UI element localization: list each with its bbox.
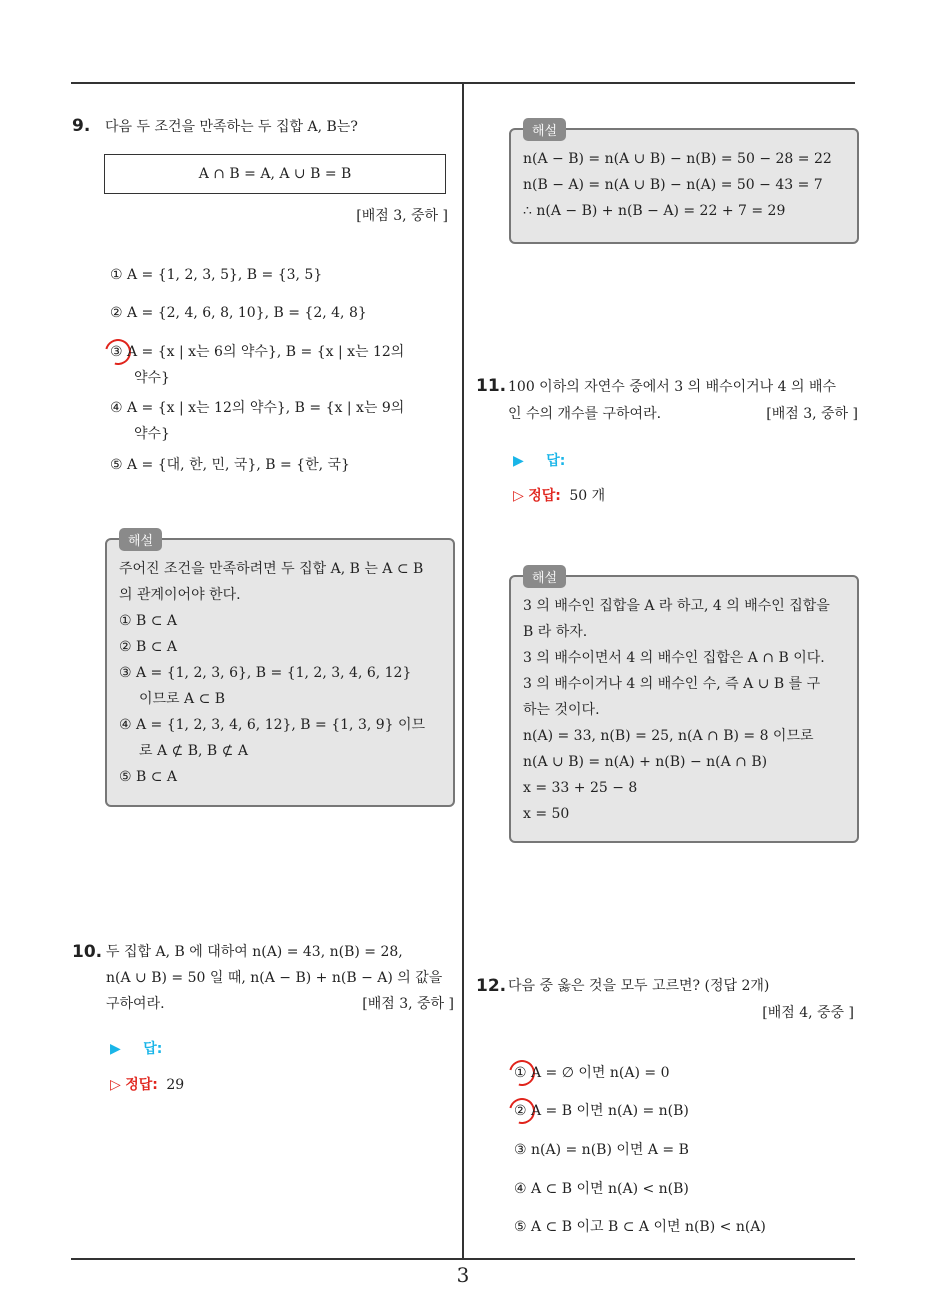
solution-box xyxy=(105,534,455,807)
choice-3-continued: 약수} xyxy=(134,370,170,386)
solution-line: ① B ⊂ A xyxy=(119,613,178,629)
score-label: [배점 3, 중하 ] xyxy=(362,996,454,1012)
solution-line: ③ A = {1, 2, 3, 6}, B = {1, 2, 3, 4, 6, 12} xyxy=(119,665,412,681)
answer-row[interactable] xyxy=(110,1036,162,1063)
correct-value: 29 xyxy=(166,1077,185,1093)
question-prompt: 다음 두 조건을 만족하는 두 집합 A, B는? xyxy=(105,119,358,135)
solution-line: 로 A ⊄ B, B ⊄ A xyxy=(139,743,248,759)
choice-5[interactable]: ⑤ A = {대, 한, 민, 국}, B = {한, 국} xyxy=(110,457,350,473)
choice-1[interactable]: ① A = ∅ 이면 n(A) = 0 xyxy=(514,1065,670,1081)
answer-label: 답: xyxy=(546,453,566,469)
solution-line: 하는 것이다. xyxy=(523,702,600,718)
answer-row[interactable] xyxy=(513,448,565,475)
question-line-1: 두 집합 A, B 에 대하여 n(A) = 43, n(B) = 28, xyxy=(106,944,403,960)
question-number: 12. xyxy=(476,976,507,996)
question-line-1: 100 이하의 자연수 중에서 3 의 배수이거나 4 의 배수 xyxy=(508,379,837,395)
choice-1[interactable]: ① A = {1, 2, 3, 5}, B = {3, 5} xyxy=(110,267,323,283)
solution-line: n(A − B) = n(A ∪ B) − n(B) = 50 − 28 = 22 xyxy=(523,151,832,167)
choice-2[interactable]: ② A = {2, 4, 6, 8, 10}, B = {2, 4, 8} xyxy=(110,305,367,321)
choice-3[interactable]: ③ A = {x | x는 6의 약수}, B = {x | x는 12의 xyxy=(110,344,405,360)
question-line-3: 구하여라. xyxy=(106,996,165,1012)
column-divider xyxy=(462,84,464,1260)
solution-line: x = 33 + 25 − 8 xyxy=(523,780,638,796)
question-line-2: 인 수의 개수를 구하여라. xyxy=(508,406,662,422)
answer-arrow-icon: ▶ xyxy=(110,1041,121,1057)
score-label: [배점 3, 중하 ] xyxy=(356,208,448,224)
solution-line: 3 의 배수이거나 4 의 배수인 수, 즉 A ∪ B 를 구 xyxy=(523,676,821,692)
solution-line: n(A ∪ B) = n(A) + n(B) − n(A ∩ B) xyxy=(523,754,768,770)
choice-4[interactable]: ④ A ⊂ B 이면 n(A) < n(B) xyxy=(514,1181,689,1197)
answer-label: 답: xyxy=(143,1041,163,1057)
question-number: 9. xyxy=(72,116,91,136)
solution-line: ∴ n(A − B) + n(B − A) = 22 + 7 = 29 xyxy=(523,203,786,219)
solution-box xyxy=(509,571,859,843)
condition-text: A ∩ B = A, A ∪ B = B xyxy=(198,166,352,182)
solution-text xyxy=(119,556,425,790)
condition-box xyxy=(104,154,446,194)
correct-arrow-icon: ▷ xyxy=(513,488,524,504)
page-number: 3 xyxy=(456,1263,470,1287)
solution-box xyxy=(509,124,859,244)
question-number: 10. xyxy=(72,942,103,962)
solution-line: ⑤ B ⊂ A xyxy=(119,769,178,785)
solution-tag: 해설 xyxy=(119,528,162,551)
correct-label: 정답: xyxy=(125,1077,158,1093)
choice-3[interactable]: ③ n(A) = n(B) 이면 A = B xyxy=(514,1142,689,1158)
correct-label: 정답: xyxy=(528,488,561,504)
question-line-2: n(A ∪ B) = 50 일 때, n(A − B) + n(B − A) 의 값을 xyxy=(106,970,443,986)
solution-line: n(B − A) = n(A ∪ B) − n(A) = 50 − 43 = 7 xyxy=(523,177,823,193)
solution-line: 이므로 A ⊂ B xyxy=(139,691,226,707)
solution-text xyxy=(523,146,832,224)
solution-line: x = 50 xyxy=(523,806,570,822)
choice-4[interactable]: ④ A = {x | x는 12의 약수}, B = {x | x는 9의 xyxy=(110,400,405,416)
solution-tag: 해설 xyxy=(523,565,566,588)
score-label: [배점 4, 중중 ] xyxy=(762,1005,854,1021)
correct-value: 50 개 xyxy=(569,488,606,504)
bottom-rule xyxy=(71,1258,855,1260)
choice-2[interactable]: ② A = B 이면 n(A) = n(B) xyxy=(514,1103,689,1119)
correct-answer-row xyxy=(513,483,605,510)
solution-line: 주어진 조건을 만족하려면 두 집합 A, B 는 A ⊂ B xyxy=(119,561,424,577)
answer-arrow-icon: ▶ xyxy=(513,453,524,469)
choice-5[interactable]: ⑤ A ⊂ B 이고 B ⊂ A 이면 n(B) < n(A) xyxy=(514,1219,766,1235)
solution-line: ④ A = {1, 2, 3, 4, 6, 12}, B = {1, 3, 9} 이므 xyxy=(119,717,426,733)
correct-arrow-icon: ▷ xyxy=(110,1077,121,1093)
solution-line: 3 의 배수인 집합을 A 라 하고, 4 의 배수인 집합을 xyxy=(523,598,830,614)
question-prompt: 다음 중 옳은 것을 모두 고르면? (정답 2개) xyxy=(508,978,770,994)
solution-text xyxy=(523,593,830,827)
score-label: [배점 3, 중하 ] xyxy=(766,406,858,422)
solution-line: ② B ⊂ A xyxy=(119,639,178,655)
solution-line: n(A) = 33, n(B) = 25, n(A ∩ B) = 8 이므로 xyxy=(523,728,814,744)
choice-4-continued: 약수} xyxy=(134,426,170,442)
question-number: 11. xyxy=(476,376,507,396)
solution-tag: 해설 xyxy=(523,118,566,141)
solution-line: 의 관계이어야 한다. xyxy=(119,587,241,603)
correct-answer-row xyxy=(110,1072,184,1099)
solution-line: 3 의 배수이면서 4 의 배수인 집합은 A ∩ B 이다. xyxy=(523,650,825,666)
solution-line: B 라 하자. xyxy=(523,624,588,640)
